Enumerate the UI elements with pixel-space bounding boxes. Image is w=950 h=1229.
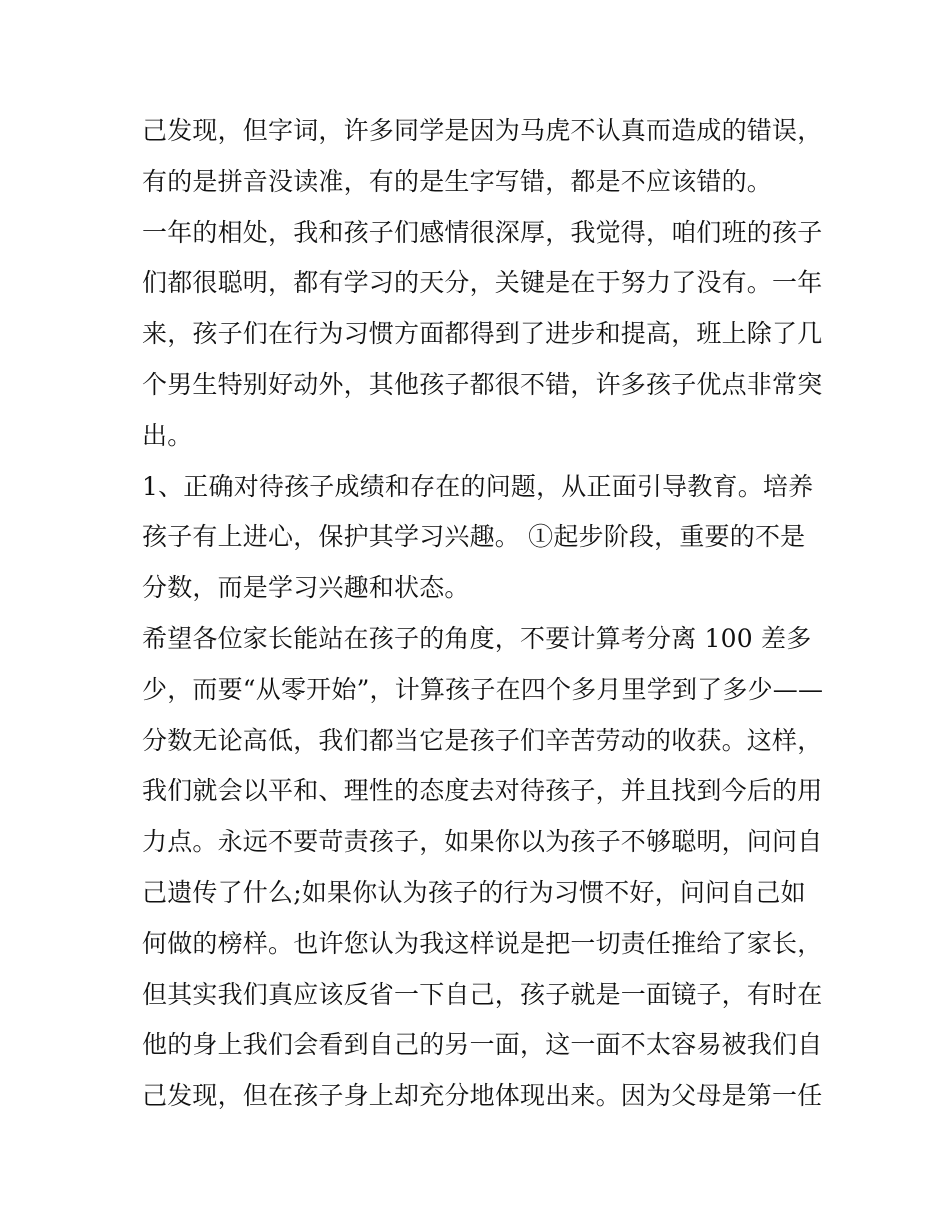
text-line: 1、正确对待孩子成绩和存在的问题，从正面引导教育。培养 (142, 471, 814, 501)
text-line: 孩子有上进心，保护其学习兴趣。 ①起步阶段，重要的不是 (142, 522, 806, 552)
text-line: 己发现，但字词，许多同学是因为马虎不认真而造成的错误， (142, 116, 823, 145)
text-line: 分数，而是学习兴趣和状态。 (142, 573, 470, 603)
text-line: 何做的榜样。也许您认为我这样说是把一切责任推给了家长， (142, 928, 823, 958)
text-line: 希望各位家长能站在孩子的角度，不要计算考分离 100 差多 (142, 623, 812, 653)
text-line: 力点。永远不要苛责孩子，如果你以为孩子不够聪明，问问自 (142, 827, 823, 857)
text-line: 己遗传了什么;如果你认为孩子的行为习惯不好，问问自己如 (142, 877, 806, 907)
text-line: 他的身上我们会看到自己的另一面，这一面不太容易被我们自 (142, 1030, 823, 1060)
text-line: 出。 (142, 420, 193, 450)
text-line: 己发现，但在孩子身上却充分地体现出来。因为父母是第一任 (142, 1081, 823, 1111)
text-line: 来，孩子们在行为习惯方面都得到了进步和提高，班上除了几 (142, 319, 823, 349)
text-line: 分数无论高低，我们都当它是孩子们辛苦劳动的收获。这样， (142, 725, 823, 755)
text-line: 一年的相处，我和孩子们感情很深厚，我觉得，咱们班的孩子 (142, 217, 823, 247)
text-line: 个男生特别好动外，其他孩子都很不错，许多孩子优点非常突 (142, 369, 823, 399)
text-line: 们都很聪明，都有学习的天分，关键是在于努力了没有。一年 (142, 268, 823, 298)
text-line: 我们就会以平和、理性的态度去对待孩子，并且找到今后的用 (142, 776, 823, 806)
body-text (142, 106, 824, 1122)
text-line: 少，而要“从零开始”，计算孩子在四个多月里学到了多少—— (142, 674, 824, 704)
text-line: 但其实我们真应该反省一下自己，孩子就是一面镜子，有时在 (142, 979, 823, 1009)
text-line: 有的是拼音没读准，有的是生字写错，都是不应该错的。 (142, 166, 773, 196)
